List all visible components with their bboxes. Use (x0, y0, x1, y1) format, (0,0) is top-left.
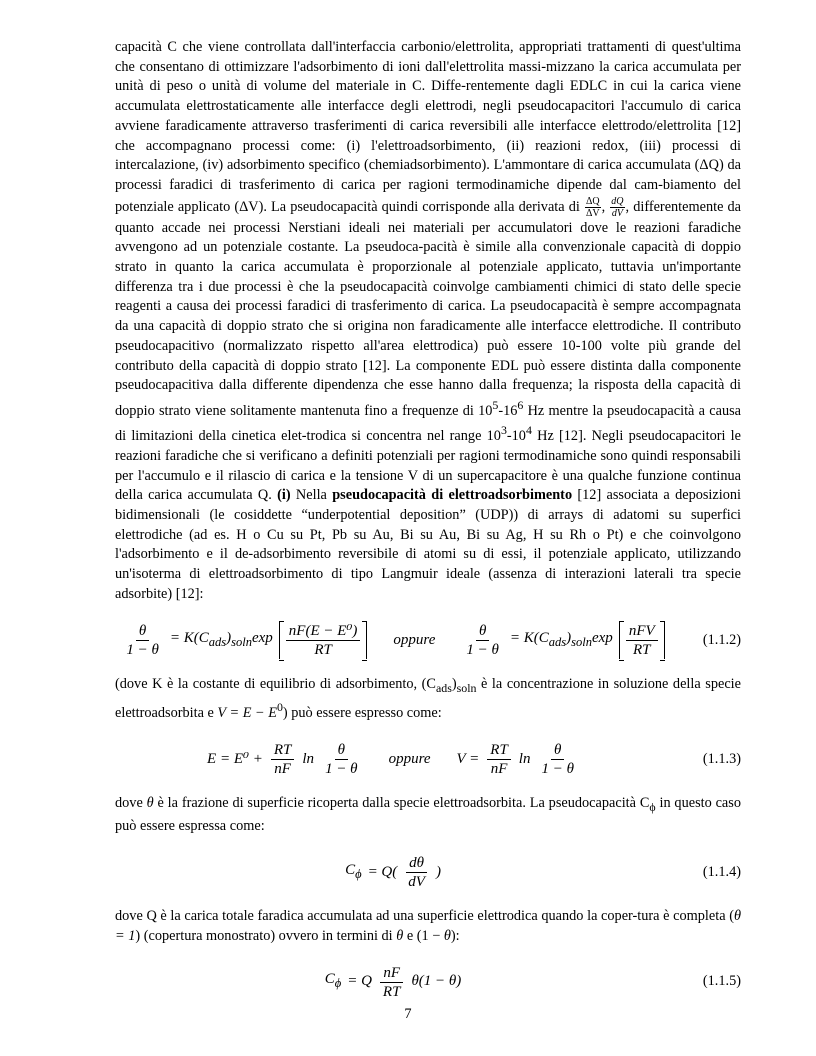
fraction-denominator: 1 − θ (126, 642, 159, 659)
fraction-denominator: RT (314, 642, 332, 659)
fraction-dq-dv (610, 196, 624, 219)
text-segment: Nella (290, 487, 333, 504)
eq-bracket (619, 622, 665, 659)
text-segment: capacità C che viene controllata dall'interfaccia carbonio/elettrolita, appropriati trattamenti di quest'ultima che consentano di ottimizzare l'adsorbimento di ioni dall'elettrolita massi-mizzano la carica accumulata per unità di peso o unità di volume del materiale in C. Diffe-rentemente dagli EDLC in cui la carica viene accumulata elettrostaticamente alle interfacce degli elettrodi, negli pseudocapacitori l'accumulo di carica avviene faradicamente attraverso trasferimenti di carica reversibili alle interfacce elettrodo/elettrolita [12] che accompagnano processi come: (i) l'elettroadsorbimento, (ii) reazioni redox, (iii) processi di intercalazione, (iv) adsorbimento specifico (chemiadsorbimento). L'ammontare di carica accumulata (ΔQ) da processi faradici di trasferimento di carica per ragioni termodinamiche dipende dal cam-biamento del potenziale applicato (ΔV). La pseudocapacità quindi corrisponde alla derivata di (115, 39, 741, 215)
eq-text: E = E⁰ + (207, 750, 263, 767)
text-segment: -10 (506, 428, 526, 445)
text-segment: ) (451, 675, 457, 692)
eq-text: exp (591, 629, 613, 646)
text-segment: ): (450, 927, 460, 944)
eq-conjunction: oppure (388, 750, 431, 767)
eq-subscript: soln (571, 634, 592, 649)
inline-math: θ (146, 794, 154, 811)
fraction-numerator: RT (487, 741, 511, 760)
eq-text: exp (251, 629, 273, 646)
text-segment: Hz [12]. Negli pseudocapacitori le reazioni faradiche che si verificano a definiti potenziali per ragioni termodinamiche sono quindi responsabili per l'accumulo e il rilascio di carica e la tensione V di un supercapacitore è una qualche funzione continua della carica accumulata Q. (115, 428, 741, 504)
subscript: ads (435, 680, 452, 695)
superscript: 0 (276, 700, 283, 715)
superscript: 6 (517, 397, 524, 412)
equation-1-1-4 (115, 851, 741, 895)
fraction-numerator: RT (271, 741, 295, 760)
equation-1-1-2 (115, 619, 741, 663)
fraction-denominator: RT (382, 983, 401, 1000)
text-segment: dove (115, 794, 147, 811)
fraction-numerator: nF(E − E⁰) (286, 622, 361, 641)
equation-number: (1.1.2) (702, 631, 741, 648)
text-segment: in questo caso può essere espressa come: (115, 794, 741, 835)
eq-text: C (324, 971, 335, 988)
inline-math: θ = 1 (115, 907, 741, 944)
fraction-denominator: ΔV (585, 207, 600, 219)
page-number: 7 (404, 1006, 412, 1022)
bold-marker: (i) (277, 487, 291, 504)
fraction-dq-dv-delta (585, 196, 601, 219)
text-segment: (dove K è la costante di equilibrio di adsorbimento, (C (115, 675, 436, 692)
text-segment: -16 (498, 402, 518, 419)
eq-subscript: ads (548, 634, 567, 649)
eq-text: ln (302, 750, 315, 767)
superscript: 4 (525, 423, 532, 438)
inline-math: θ (443, 927, 451, 944)
text-segment: è la concentrazione in soluzione della specie elettroadsorbita e (115, 675, 742, 721)
eq-fraction (123, 622, 162, 659)
superscript: 5 (492, 397, 499, 412)
paragraph-after-eq-1-1-4 (115, 907, 741, 946)
inline-math: V = E − E (217, 704, 277, 721)
text-segment: è la frazione di superficie ricoperta dalla specie elettroadsorbita. La pseudocapacità C (153, 794, 650, 811)
main-paragraph (115, 38, 741, 605)
subscript: ϕ (649, 799, 656, 814)
eq-subscript: ϕ (334, 976, 342, 991)
eq-text: C (345, 861, 356, 878)
page-body (115, 38, 741, 1016)
equation-number: (1.1.3) (702, 750, 741, 767)
eq-subscript: ϕ (355, 866, 362, 881)
fraction-numerator: θ (136, 622, 149, 641)
paragraph-after-eq-1-1-2 (115, 675, 741, 724)
eq-subscript: soln (231, 634, 252, 649)
text-segment: Hz mentre la pseudocapacità a causa di limitazioni della cinetica elet-trodica si concentra nel range 10 (115, 402, 742, 445)
fraction-denominator: 1 − θ (541, 761, 574, 778)
eq-subscript: ads (208, 634, 227, 649)
inline-math: θ (396, 927, 404, 944)
fraction-numerator: θ (551, 741, 564, 760)
subscript: soln (456, 680, 477, 695)
equation-number: (1.1.4) (702, 863, 741, 880)
eq-text: θ(1 − θ) (411, 973, 462, 990)
paragraph-after-eq-1-1-3 (115, 794, 741, 837)
text-segment: ) (copertura monostrato) ovvero in termini di (135, 927, 397, 944)
eq-conjunction: oppure (393, 631, 436, 648)
fraction-denominator: dV (611, 207, 623, 219)
separator: , (601, 198, 606, 215)
equation-1-1-3 (115, 738, 741, 782)
eq-text: ) (435, 863, 441, 880)
fraction-numerator: θ (476, 622, 489, 641)
equation-number: (1.1.5) (702, 973, 741, 990)
fraction-denominator: RT (632, 642, 651, 659)
text-segment: [12] associata a deposizioni bidimensionali (le cosiddette “underpotential deposition” (UDP)) di arrays di adatomi su superfici elettrodiche (ad es. H o Cu su Pt, Pb su Au, Bi su Au, Bi su Ag, H su Rh o Pt) e che coinvolgono l'adsorbimento e il de-adsorbimento reversibile di atomi su di essi, il potenziale applicato, utilizzando un'isoterma di elettroadsorbimento di tipo Langmuir ideale (assenza di interazioni laterali tra specie adsorbite) [12]: (115, 487, 741, 602)
eq-fraction (463, 622, 502, 659)
eq-text: = K(C (509, 629, 549, 646)
eq-text: ) (566, 629, 572, 646)
fraction-numerator: dQ (611, 195, 624, 207)
fraction-denominator: 1 − θ (466, 642, 499, 659)
fraction-denominator: nF (274, 761, 291, 778)
fraction-numerator: dθ (406, 854, 427, 873)
fraction-denominator: 1 − θ (325, 761, 358, 778)
text-segment: ) può essere espresso come: (282, 704, 442, 721)
fraction-denominator: dV (408, 874, 425, 891)
eq-bracket (279, 622, 368, 659)
fraction-numerator: nF (380, 964, 403, 983)
eq-text: ln (518, 750, 531, 767)
text-segment: , differentemente da quanto accade nei processi Nerstiani ideali nei materiali per accumulatori dove le reazioni faradiche avvengono ad un potenziale costante. La pseudoca-pacità è simile alla convenzionale capacità di doppio strato in quanto la carica accumulata è proporzionale al potenziale applicato, tuttavia un'importante differenza tra i due processi è che la pseudocapacità coinvolge cambiamenti chimici di stato delle specie reagenti a causa dei processi faradici di trasferimento di carica. La pseudocapacità è sempre accompagnata da una capacità di doppio strato che si origina non faradicamente alle interfacce elettrodiche. Il contributo pseudocapacitivo (normalizzato rispetto all'area elettrodica) può essere 10-100 volte più grande del contributo della capacità di doppio strato [12]. La componente EDL può essere distinta dalla componente pseudocapacitiva dalla differente dipendenza che esse hanno dalla frequenza; la risposta della capacità di doppio strato viene solitamente mantenuta fino a frequenze di 10 (115, 198, 742, 419)
fraction-numerator: θ (335, 741, 348, 760)
eq-text: = Q (347, 973, 372, 990)
fraction-numerator: nFV (626, 622, 658, 641)
equation-1-1-5 (115, 960, 741, 1004)
text-segment: dove Q è la carica totale faradica accumulata ad una superficie elettrodica quando la coper-tura è completa ( (115, 907, 734, 924)
text-segment: e (1 − (403, 927, 444, 944)
eq-text: ) (226, 629, 232, 646)
eq-text: = Q( (367, 863, 398, 880)
fraction-denominator: nF (490, 761, 508, 778)
superscript: 3 (500, 423, 507, 438)
eq-text: V = (456, 750, 480, 767)
fraction-numerator: ΔQ (585, 195, 600, 207)
eq-text: = K(C (169, 629, 209, 646)
bold-term: pseudocapacità di elettroadsorbimento (332, 487, 573, 504)
